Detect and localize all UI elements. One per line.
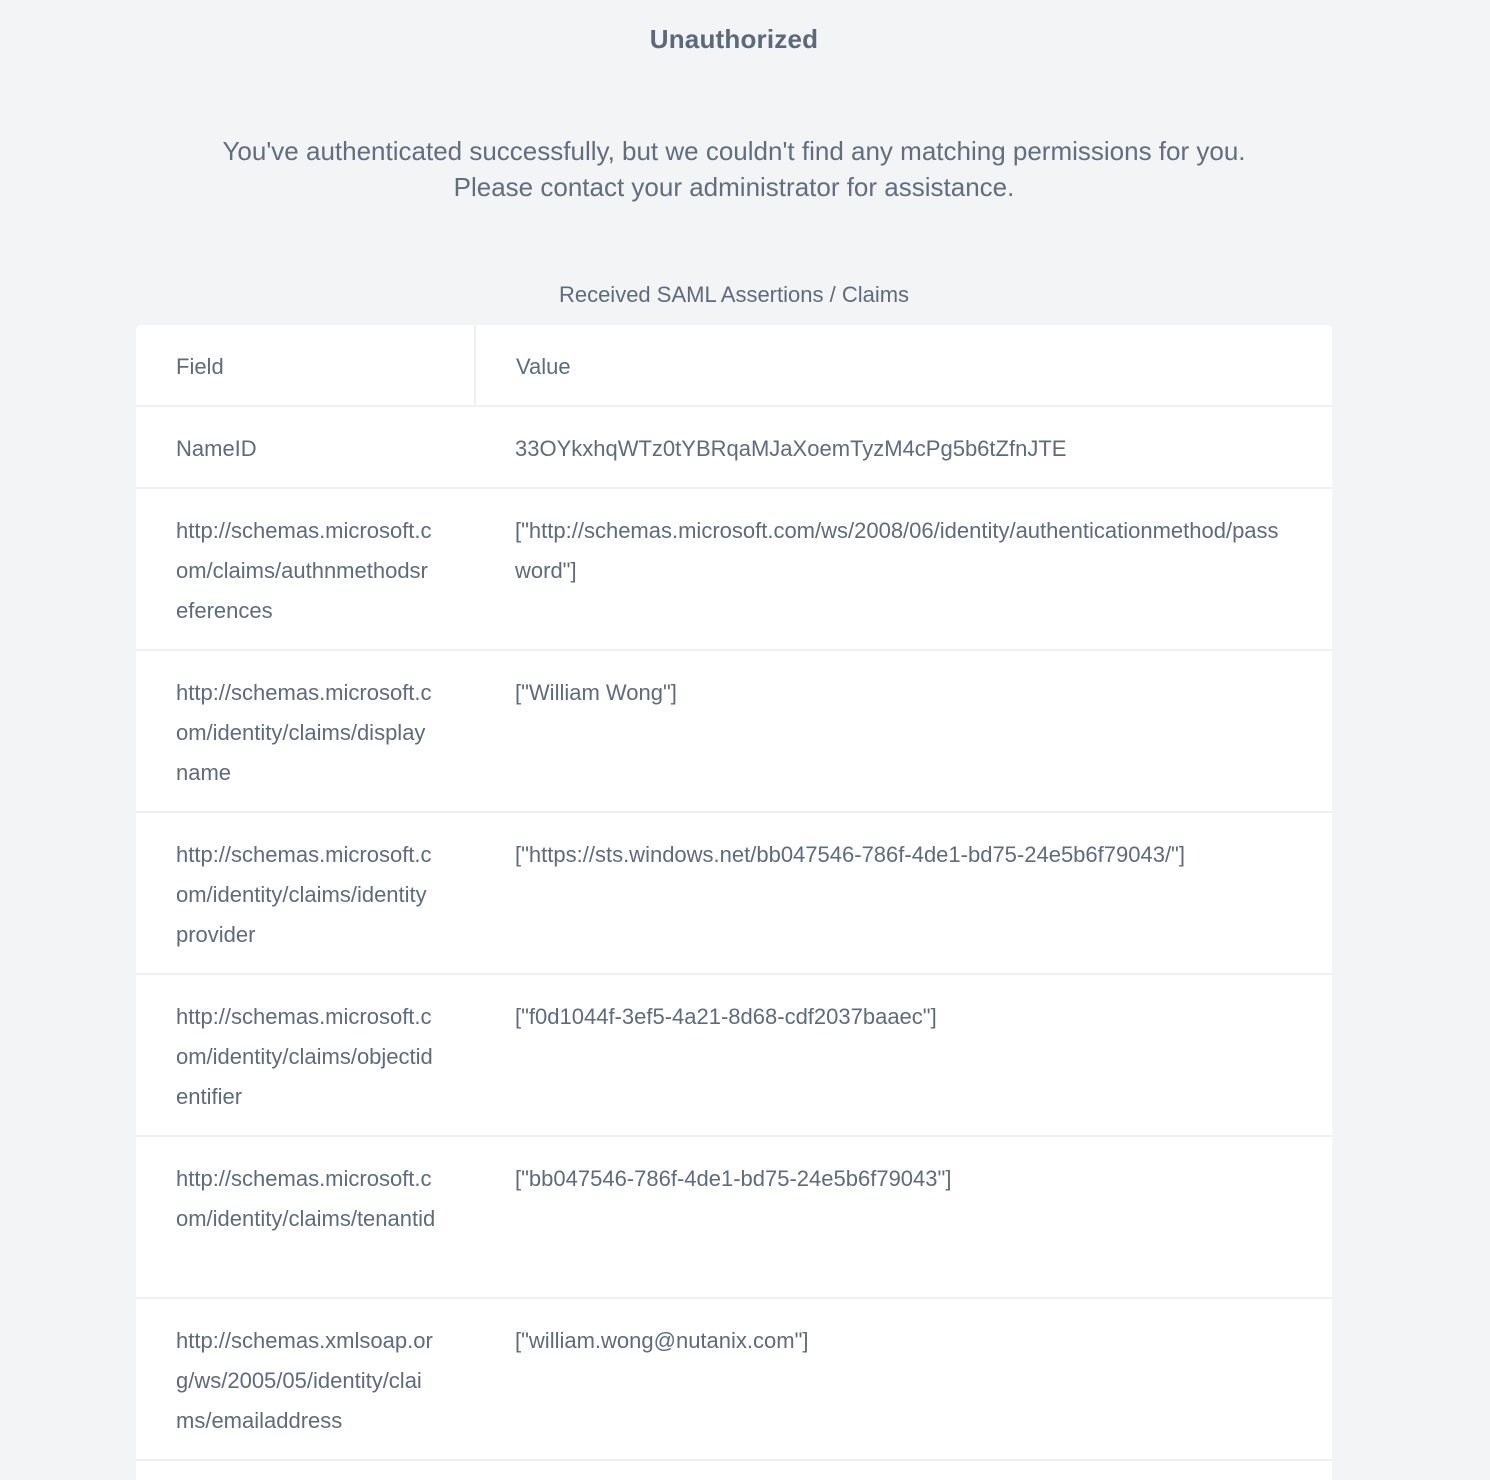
table-row [136, 407, 1332, 489]
claim-value: 33OYkxhqWTz0tYBRqaMJaXoemTyzM4cPg5b6tZfnJTE [515, 436, 1067, 461]
claim-field: NameID [176, 436, 257, 461]
column-header-value: Value [516, 354, 571, 379]
table-row [136, 975, 1332, 1137]
claims-table [136, 325, 1332, 1480]
table-row [136, 813, 1332, 975]
claim-value: ["https://sts.windows.net/bb047546-786f-4de1-bd75-24e5b6f79043/"] [515, 842, 1185, 867]
message-line-1: You've authenticated successfully, but we couldn't find any matching permissions for you. [222, 136, 1246, 166]
unauthorized-message [0, 133, 1468, 205]
claim-value: ["f0d1044f-3ef5-4a21-8d68-cdf2037baaec"] [515, 1004, 937, 1029]
table-row [136, 651, 1332, 813]
claim-field: http://schemas.microsoft.com/claims/authnmethodsreferences [176, 518, 432, 623]
claim-value [476, 1461, 1332, 1480]
table-row [136, 1461, 1332, 1480]
claim-value: ["http://schemas.microsoft.com/ws/2008/06/identity/authenticationmethod/password"] [515, 518, 1279, 583]
claims-heading: Received SAML Assertions / Claims [558, 282, 910, 307]
claim-value: ["william.wong@nutanix.com"] [515, 1328, 809, 1353]
message-line-2: Please contact your administrator for assistance. [453, 172, 1015, 202]
claim-value: ["William Wong"] [515, 680, 677, 705]
table-row [136, 1299, 1332, 1461]
claim-value: ["bb047546-786f-4de1-bd75-24e5b6f79043"] [515, 1166, 952, 1191]
page-title: Unauthorized [649, 24, 819, 54]
table-row [136, 1137, 1332, 1299]
column-header-field: Field [136, 325, 476, 405]
claim-field: http://schemas.microsoft.com/identity/claims/displayname [176, 680, 432, 785]
claim-field [136, 1461, 476, 1480]
table-header-row [136, 325, 1332, 407]
claim-field: http://schemas.microsoft.com/identity/claims/identityprovider [176, 842, 432, 947]
table-row [136, 489, 1332, 651]
claim-field: http://schemas.microsoft.com/identity/claims/objectidentifier [176, 1004, 433, 1109]
claim-field: http://schemas.xmlsoap.org/ws/2005/05/identity/claims/emailaddress [176, 1328, 433, 1433]
claim-field: http://schemas.microsoft.com/identity/claims/tenantid [176, 1166, 436, 1231]
